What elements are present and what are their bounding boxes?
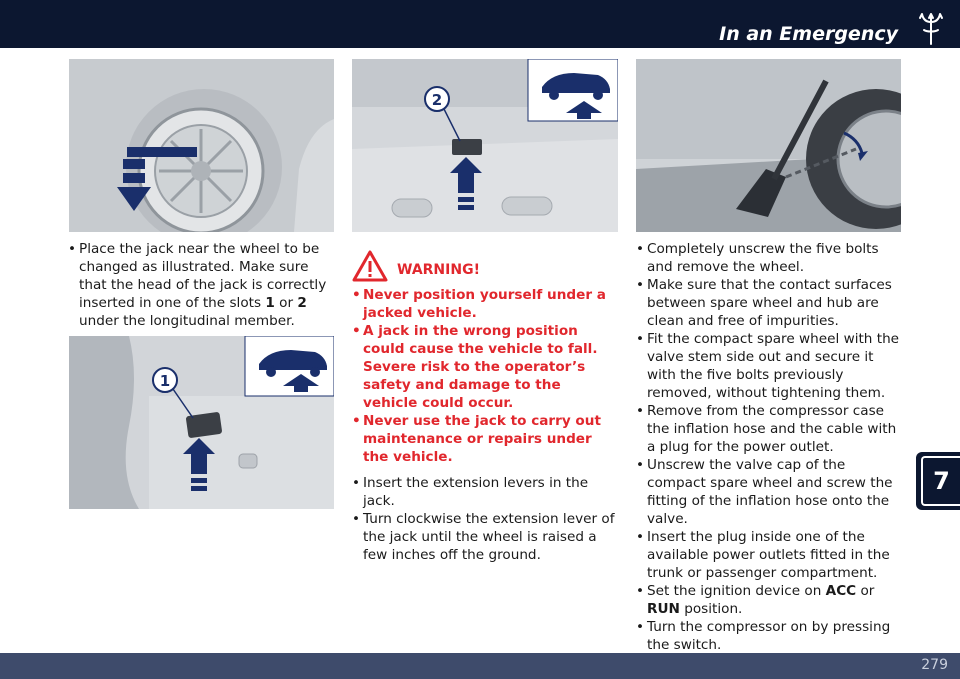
list-item: • Insert the plug inside one of the available power outlets fitted in the trunk or passenger compartment. xyxy=(636,528,904,582)
page-number: 279 xyxy=(921,657,948,673)
list-item: • Turn the compressor on by pressing the switch. xyxy=(636,618,904,654)
chapter-number: 7 xyxy=(921,456,960,506)
chapter-tab xyxy=(916,452,960,510)
text-run: or xyxy=(274,295,298,311)
list-item: • Fit the compact spare wheel with the valve stem side out and secure it with the five bolts previously removed, without tightening them. xyxy=(636,330,904,402)
list-item: • Completely unscrew the five bolts and remove the wheel. xyxy=(636,240,904,276)
list-item xyxy=(636,582,904,618)
section-title: In an Emergency xyxy=(719,23,898,45)
warning-header xyxy=(352,250,618,284)
figure-jack-slot-2 xyxy=(352,59,618,232)
callout-1: 1 xyxy=(159,372,171,390)
slot-ref-1: 1 xyxy=(265,295,275,311)
warning-triangle-icon xyxy=(352,250,388,282)
warning-list xyxy=(352,286,618,466)
jack-placement-instructions xyxy=(68,240,336,330)
ignition-acc: ACC xyxy=(825,583,857,599)
list-item: • A jack in the wrong position could cause the vehicle to fall. Severe risk to the operator’s safety and damage to the vehicle could occur. xyxy=(352,322,618,412)
wheel-change-instructions xyxy=(636,240,904,654)
figure-lug-wrench xyxy=(636,59,901,232)
slot-ref-2: 2 xyxy=(297,295,307,311)
list-item: • Turn clockwise the extension lever of the jack until the wheel is raised a few inches off the ground. xyxy=(352,510,620,564)
list-item: • Insert the extension levers in the jack. xyxy=(352,474,620,510)
text-run: Set the ignition device on xyxy=(647,583,826,599)
text-run: position. xyxy=(679,601,743,617)
list-item xyxy=(68,240,336,330)
jack-operation-instructions xyxy=(352,474,620,564)
text-run: under the longitudinal member. xyxy=(79,313,295,329)
text-run: Place the jack near the wheel to be changed as illustrated. Make sure that the head of the jack is correctly inserted in one of the slots xyxy=(79,241,327,311)
page-footer xyxy=(0,653,960,679)
warning-block xyxy=(352,250,618,564)
list-item: • Make sure that the contact surfaces between spare wheel and hub are clean and free of impurities. xyxy=(636,276,904,330)
list-item: • Unscrew the valve cap of the compact spare wheel and screw the fitting of the inflation hose onto the valve. xyxy=(636,456,904,528)
callout-2: 2 xyxy=(431,91,443,109)
list-item: • Remove from the compressor case the inflation hose and the cable with a plug for the power outlet. xyxy=(636,402,904,456)
warning-title: WARNING! xyxy=(397,262,480,278)
ignition-run: RUN xyxy=(647,601,680,617)
maserati-trident-icon xyxy=(916,12,946,46)
list-item: • Never position yourself under a jacked vehicle. xyxy=(352,286,618,322)
figure-wheel-jack xyxy=(69,59,334,232)
figure-jack-slot-1 xyxy=(69,336,334,509)
text-run: or xyxy=(856,583,875,599)
page-header xyxy=(0,0,960,48)
list-item: • Never use the jack to carry out maintenance or repairs under the vehicle. xyxy=(352,412,618,466)
